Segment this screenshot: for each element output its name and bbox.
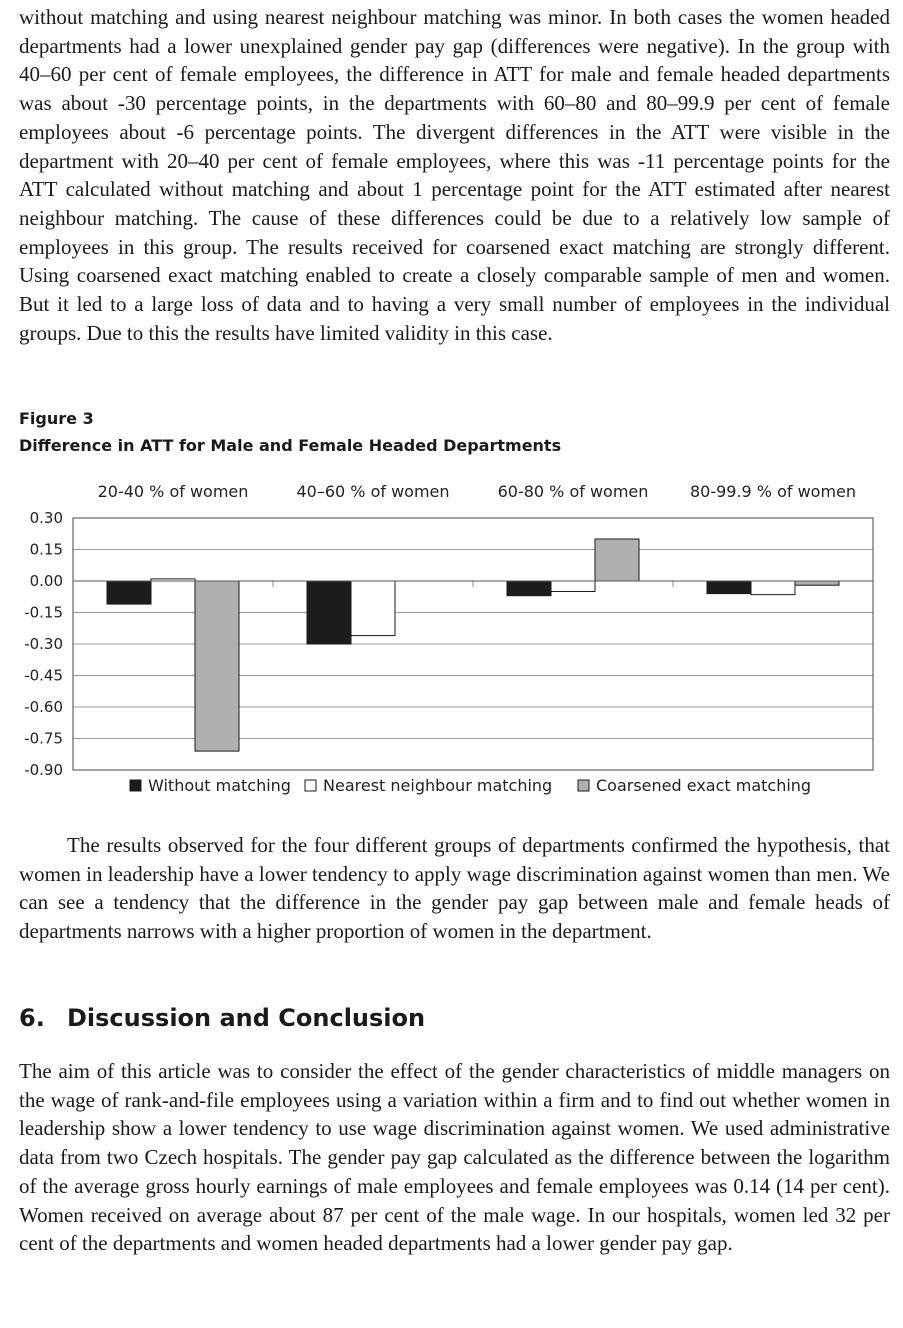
y-tick-label: 0.00 (29, 572, 63, 590)
category-label: 80-99.9 % of women (689, 482, 857, 501)
figure-number: Figure 3 (19, 409, 94, 428)
section-number: 6. (19, 1004, 45, 1032)
y-tick-label: -0.30 (24, 635, 63, 653)
bar (195, 581, 239, 751)
section-title: Discussion and Conclusion (67, 1004, 426, 1032)
att-bar-chart (0, 470, 903, 815)
y-tick-label: -0.90 (24, 761, 63, 779)
legend-swatch (305, 780, 316, 791)
legend-label: Coarsened exact matching (596, 776, 812, 795)
category-label: 60-80 % of women (497, 482, 649, 501)
body-paragraph-3: The aim of this article was to consider the effect of the gender characteristics of middle managers on the wage of rank-and-file employees using a variation within a firm and to find out whether women in leadership show a lower tendency to use wage discrimination against women. We used administrative data from two Czech hospitals. The gender pay gap calculated as the difference between the logarithm of the average gross hourly earnings of male employees and female employees was 0.14 (14 per cent). Women received on average about 87 per cent of the male wage. In our hospitals, women led 32 per cent of the departments and women headed departments had a lower gender pay gap. (19, 1059, 890, 1256)
y-tick-label: 0.15 (29, 540, 63, 559)
bar (507, 581, 551, 596)
bar (107, 581, 151, 604)
y-tick-label: 0.30 (29, 509, 63, 527)
legend-label: Without matching (148, 776, 291, 795)
legend-swatch (130, 780, 141, 791)
bar (751, 581, 795, 595)
bar (351, 581, 395, 636)
legend-label: Nearest neighbour matching (323, 776, 553, 795)
bar (307, 581, 351, 644)
figure-title: Difference in ATT for Male and Female Headed Departments (19, 436, 562, 455)
legend-swatch (578, 780, 589, 791)
category-label: 40–60 % of women (296, 482, 450, 501)
y-tick-label: -0.75 (24, 729, 63, 748)
y-tick-label: -0.45 (24, 666, 63, 685)
y-tick-label: -0.60 (24, 698, 63, 716)
bar (595, 539, 639, 581)
body-paragraph-1: without matching and using nearest neighbour matching was minor. In both cases the women headed departments had a lower unexplained gender pay gap (differences were negative). In the group with 40–60 per cent of female employees, the difference in ATT for male and female headed departments was about -30 percentage points, in the departments with 60–80 and 80–99.9 per cent of female employees about -6 percentage points. The divergent differences in the ATT were visible in the department with 20–40 per cent of female employees, where this was -11 percentage points for the ATT calculated without matching and about 1 percentage point for the ATT estimated after nearest neighbour matching. The cause of these differences could be due to a relatively low sample of employees in this group. The results received for coarsened exact matching are strongly different. Using coarsened exact matching enabled to create a closely comparable sample of men and women. But it led to a large loss of data and to having a very small number of employees in the individual groups. Due to this the results have limited validity in this case. (19, 5, 890, 345)
bar (795, 581, 839, 585)
body-paragraph-2: The results observed for the four different groups of departments confirmed the hypothesis, that women in leadership have a lower tendency to apply wage discrimination against women than men. We can see a tendency that the difference in the gender pay gap between male and female heads of departments narrows with a higher proportion of women in the department. (19, 833, 890, 944)
bar (707, 581, 751, 594)
bar (551, 581, 595, 592)
y-tick-label: -0.15 (24, 603, 63, 622)
category-label: 20-40 % of women (97, 482, 249, 501)
section-heading (19, 1004, 425, 1032)
